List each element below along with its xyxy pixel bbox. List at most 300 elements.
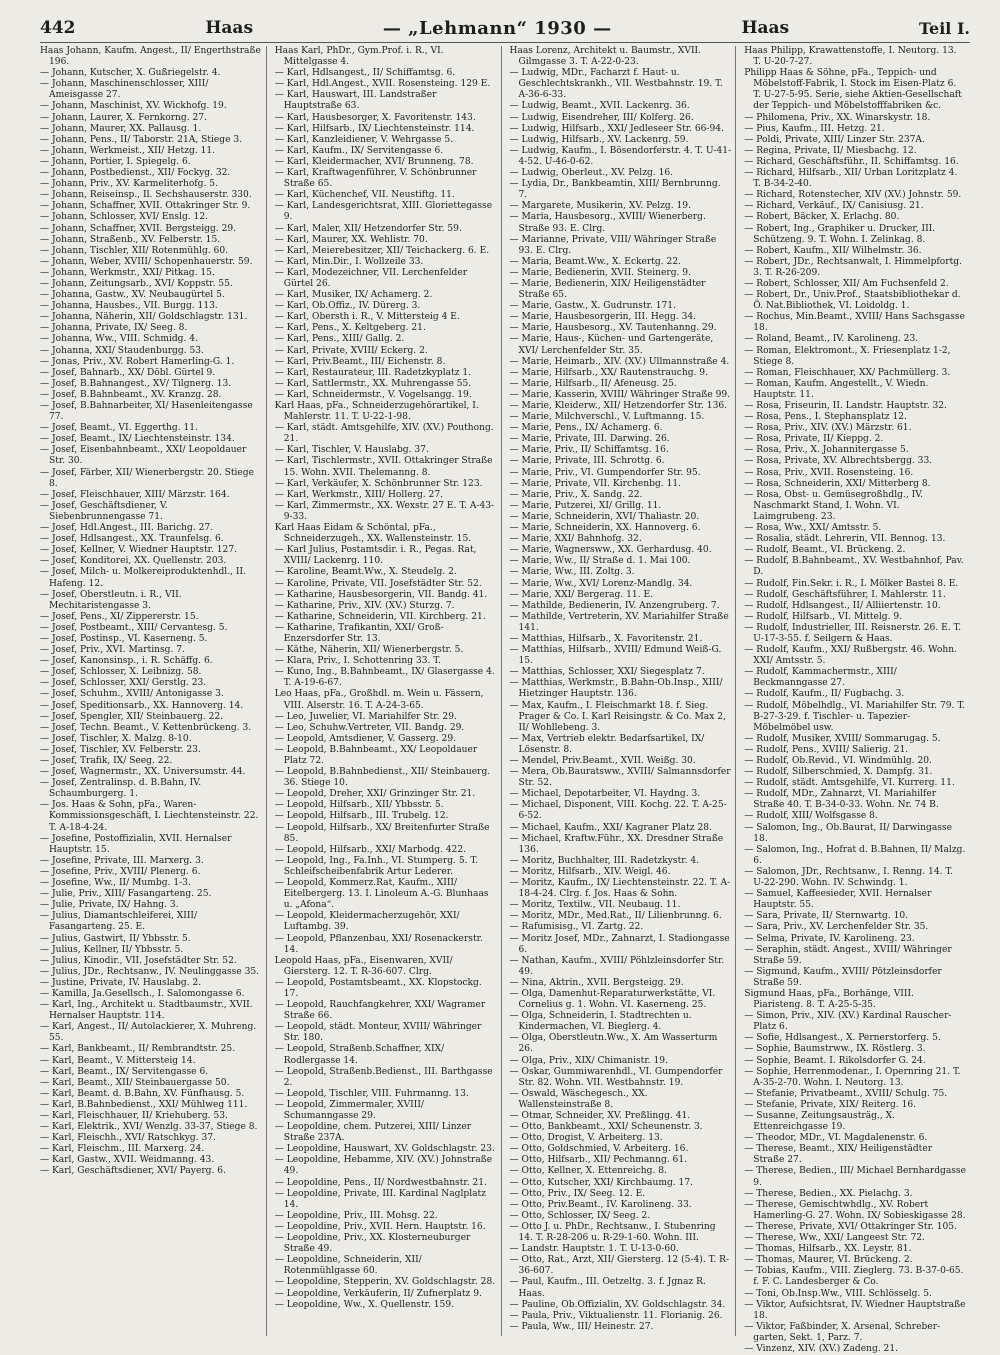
directory-entry: — Sara, Priv., XV. Lerchenfelder Str. 35. xyxy=(744,922,929,933)
directory-entry: — Richard, Rotenstecher, XIV (XV.) Johnstr. 59. xyxy=(744,190,962,201)
directory-entry: — Moritz, MDr., Med.Rat., II/ Lilienbrunng. 6. xyxy=(509,911,722,922)
directory-entry: — Karl, Ing., Architekt u. Stadtbaumstr., XVII. Hernalser Hauptstr. 114. xyxy=(40,1000,253,1022)
directory-entry: — Therese, Bedien., III/ Michael Bernhardgasse 9. xyxy=(744,1166,966,1188)
directory-entry: — Josefine, Private, III. Marxerg. 3. xyxy=(40,855,204,866)
directory-entry: — Moritz Josef, MDr., Zahnarzt, I. Stadiongasse 6. xyxy=(509,933,730,955)
directory-entry: — Leopold, Ing., Fa.Inh., VI. Stumperg. 5. T. Schleifscheibenfabrik Artur Lederer. xyxy=(274,855,479,877)
directory-entry: — Moritz, Textilw., VII. Neubaug. 11. xyxy=(509,900,681,911)
header-title: — „Lehmann“ 1930 — xyxy=(382,17,612,39)
directory-entry: — Ludwig, Oberleut., XV. Pelzg. 16. xyxy=(509,168,674,179)
directory-entry: — Katharine, Priv., XIV. (XV.) Sturzg. 7. xyxy=(274,600,455,611)
directory-entry: — Leopold, Straßenb.Bedienst., III. Barthgasse 2. xyxy=(274,1066,493,1088)
directory-entry: — Johanna, Private, IX/ Seeg. 8. xyxy=(40,323,188,334)
directory-entry: — Marie, Pens., IX/ Achamerg. 6. xyxy=(509,423,663,434)
directory-entry: — Rudolf, Kaufm., XXI/ Rußbergstr. 46. Wohn. XXI/ Amtsstr. 5. xyxy=(744,645,957,667)
directory-entry: — Marie, Priv., II/ Schiffamtsg. 16. xyxy=(509,445,669,456)
directory-entry: — Johann, Schlosser, XVI/ Enslg. 12. xyxy=(40,212,209,223)
directory-entry: — Ludwig, Hilfsarb., XXI/ Jedleseer Str. 66-94. xyxy=(509,123,724,134)
directory-entry: — Leopoldine, Priv., III. Mohsg. 22. xyxy=(274,1210,438,1221)
directory-entry: — Rudolf, MDr., Zahnarzt, VI. Mariahilfer Straße 40. T. B-34-0-33. Wohn. Nr. 74 B. xyxy=(744,789,939,811)
directory-entry: — Rosa, Priv., XIV. (XV.) Märzstr. 61. xyxy=(744,423,912,434)
directory-entry: — Josef, Oberstleutn. i. R., VII. Mechitaristengasse 3. xyxy=(40,589,182,611)
directory-entry: — Karl, Zimmermstr., XX. Wexstr. 27 E. T. A-43-9-33. xyxy=(274,500,495,522)
page-header xyxy=(40,14,970,42)
directory-entry: — Leopold, Dreher, XXI/ Grinzinger Str. 21. xyxy=(274,789,476,800)
directory-entry: Leo Haas, pFa., Großhdl. m. Wein u. Fässern, VIII. Alserstr. 16. T. A-24-3-65. xyxy=(274,689,484,711)
directory-entry: — Roman, Fleischhauer, XX/ Pachmüllerg. 3. xyxy=(744,367,951,378)
directory-entry: — Leopold, B.Bahnbedienst., XII/ Steinbauerg. 36. Stiege 10. xyxy=(274,767,491,789)
directory-entry: — Selma, Private, IV. Karolineng. 23. xyxy=(744,933,915,944)
directory-entry: — Leopold, Postamtsbeamt., XX. Klopstockg. 17. xyxy=(274,977,482,999)
directory-entry: — Marie, Wagnersww., XX. Gerhardusg. 40. xyxy=(509,545,712,556)
directory-entry: — Roman, Kaufm. Angestellt., V. Wiedn. Hauptstr. 11. xyxy=(744,378,929,400)
directory-entry: — Robert, Dr., Univ.Prof., Staatsbibliothekar d. Ö. Nat.Bibliothek, VI. Loidoldg. 1. xyxy=(744,290,961,312)
directory-entry: — Johann, Reiseinsp., Il. Sechshauserstr. 330. xyxy=(40,190,252,201)
directory-entry: — Otto, Hilfsarb., XII/ Pechmanng. 61. xyxy=(509,1155,688,1166)
directory-entry: — Käthe, Näherin, XII/ Wienerbergstr. 5. xyxy=(274,645,464,656)
directory-entry: — Marie, Private, III. Schrottg. 6. xyxy=(509,456,665,467)
directory-entry: — Ludwig, MDr., Facharzt f. Haut- u. Geschlechtskrankh., VII. Westbahnstr. 19. T. A-36-6-33. xyxy=(509,68,723,101)
directory-entry: — Josef, Hdl.Angest., III. Barichg. 27. xyxy=(40,523,214,534)
directory-entry: Karl Haas Eidam & Schöntal, pFa., Schneiderzugeh., XX. Wallensteinstr. 15. xyxy=(274,523,472,545)
directory-entry: — Ludwig, Eisendreher, III/ Kolferg. 26. xyxy=(509,112,694,123)
header-part: Teil I. xyxy=(918,18,970,38)
directory-entry: — Josef, Eisenbahnbeamt., XXI/ Leopoldauer Str. 30. xyxy=(40,445,247,467)
directory-entry: — Moritz, Kaufm., IX/ Liechtensteinstr. 22. T. A-18-4-24. Clrg. f. Jos. Haas & Sohn. xyxy=(509,878,731,900)
directory-entry: — Sofie, Hdlsangest., X. Pernerstorferg. 5. xyxy=(744,1033,941,1044)
directory-entry: — Leopoldine, Priv., XX. Klosterneuburger Straße 49. xyxy=(274,1233,471,1255)
directory-entry: — Leopold, B.Bahnbeamt., XX/ Leopoldauer Platz 72. xyxy=(274,744,478,766)
directory-entry: — Leopold, Hilfsarb., XX/ Breitenfurter Straße 85. xyxy=(274,822,490,844)
directory-entry: — Viktor, Aufsichtsrat, IV. Wiedner Hauptstraße 18. xyxy=(744,1299,966,1321)
directory-entry: — Therese, Beamt., XIX/ Heiligenstädter Straße 27. xyxy=(744,1144,933,1166)
directory-entry: — Marianne, Private, VIII/ Währinger Straße 93. E. Clrg. xyxy=(509,234,717,256)
directory-entry: — Josef, Kanonsinsp., i. R. Schäffg. 6. xyxy=(40,656,213,667)
directory-entry: — Olga, Damenhut-Reparaturwerkstätte, VI. Cornelius g. 1. Wohn. VI. Kaserneng. 25. xyxy=(509,988,716,1011)
directory-entry: — Josef, B.Bahnangest., XV/ Tilgnerg. 13. xyxy=(40,378,232,389)
header-right-name: Haas xyxy=(741,18,790,38)
directory-entry: — Otto, Bankbeamt., XXI/ Scheunenstr. 3. xyxy=(509,1122,703,1133)
directory-entry: — Marie, Priv., VI. Gumpendorfer Str. 95. xyxy=(509,467,701,478)
directory-entry: — Karl, Pens., X. Keltgeberg. 21. xyxy=(274,323,426,334)
directory-entry: — Oswald, Wäschegesch., XX. Wallensteinstraße 8. xyxy=(509,1088,648,1110)
directory-entry: — Rosalia, städt. Lehrerin, VII. Bennog. 13. xyxy=(744,534,946,545)
directory-entry: — Rosa, Obst- u. Gemüsegroßhdlg., IV. Naschmarkt Stand, I. Wohn. VI. Laimgrubeng. 23. xyxy=(744,489,924,522)
directory-entry: — Oskar, Gummiwarenhdl., VI. Gumpendorfer Str. 82. Wohn. VII. Westbahnstr. 19. xyxy=(509,1066,723,1088)
directory-entry: — Josef, Trafik, IX/ Seeg. 22. xyxy=(40,756,173,766)
directory-entry: — Rosa, Priv., XVII. Rosensteing. 16. xyxy=(744,467,914,478)
directory-entry: — Kamilla, Ja.Gesellsch., I. Salomongasse 6. xyxy=(40,988,245,999)
directory-entry: — Karl Julius, Postamtsdir. i. R., Pegas. Rat, XVIII/ Lackenrg. 110. xyxy=(274,545,477,567)
directory-entry: — Karl, Hilfsarb., IX/ Liechtensteinstr. 114. xyxy=(274,123,475,134)
directory-entry: — Josef, B.Bahnbeamt., XV. Kranzg. 28. xyxy=(40,389,222,400)
directory-entry: — Roman, Elektromont., X. Friesenplatz 1-2, Stiege 8. xyxy=(744,345,951,367)
directory-entry: — Marie, Kleiderw., XII/ Hetzendorfer Str. 136. xyxy=(509,401,728,411)
directory-entry: — Susanne, Zeitungsausträg., X. Ettenreichgasse 19. xyxy=(744,1111,895,1133)
directory-entry: — Robert, JDr., Rechtsanwalt, I. Himmelpfortg. 3. T. R-26-209. xyxy=(744,256,962,278)
directory-entry: — Leopold, Hilfsarb., XII/ Ybbsstr. 5. xyxy=(274,800,444,811)
directory-entry: — Karl, Fleischm., III. Marxerg. 24. xyxy=(40,1144,205,1155)
directory-entry: — Karl, Tischlermstr., XVII. Ottakringer Straße 15. Wohn. XVII. Thelemanng. 8. xyxy=(274,456,493,478)
directory-entry: — Karl, Elektrik., XVI/ Wenzlg. 33-37, Stiege 8. xyxy=(40,1122,258,1133)
directory-entry: — Leopoldine, Schneiderin, XII/ Rotenmühlgasse 60. xyxy=(274,1255,422,1277)
directory-entry: — Roland, Beamt., IV. Karolineng. 23. xyxy=(744,334,919,345)
directory-entry: — Maria, Beamt.Ww., X. Eckertg. 22. xyxy=(509,256,681,267)
column-4 xyxy=(744,46,970,1354)
directory-entry: — Otmar, Schneider, XV. Preßlingg. 41. xyxy=(509,1111,691,1121)
directory-entry: — Rudolf, Fin.Sekr. i. R., I. Mölker Bastei 8. E. xyxy=(744,578,959,589)
directory-entry: — Salomon, Ing., Hofrat d. B.Bahnen, II/ Malzg. 6. xyxy=(744,844,966,866)
directory-entry: — Rafumisisg., VI. Zartg. 22. xyxy=(509,922,644,933)
directory-entry: — Rudolf, Pens., XVIII/ Salierig. 21. xyxy=(744,744,909,755)
directory-entry: — Mera, Ob.Bauratsww., XVIII/ Salmannsdorfer Str. 52. xyxy=(509,767,731,789)
directory-entry: — Josef, Techn. Beamt., V. Kettenbrückeng. 3. xyxy=(40,722,252,733)
directory-entry: — Therese, Gemischtwhdlg., XV. Robert Hamerling-G. 27. Wohn. IX/ Sobieskigasse 28. xyxy=(744,1199,966,1221)
directory-entry: — Johann, Postbedienst., XII/ Fockyg. 32. xyxy=(40,168,231,179)
directory-entry: — Leopoldine, Verkäuferin, II/ Zufnerplatz 9. xyxy=(274,1288,482,1299)
directory-entry: — Karl, Verkäufer, X. Schönbrunner Str. 123. xyxy=(274,478,483,489)
directory-entry: — Otto, Schlosser, IX/ Seeg. 2. xyxy=(509,1210,651,1221)
directory-entry: — Klara, Priv., I. Schottenring 33. T. xyxy=(274,656,441,667)
directory-entry: — Marie, Ww., II/ Straße d. 1. Mai 100. xyxy=(509,556,691,567)
directory-entry: — Marie, Kasserin, XVIII/ Währinger Straße 99. xyxy=(509,389,731,400)
directory-entry: — Marie, Heimarb., XIV. (XV.) Ullmannstraße 4. xyxy=(509,356,730,367)
directory-entry: — Stefanie, Private, XIX/ Reiterg. 16. xyxy=(744,1099,917,1110)
directory-entry: — Johann, Maschinist, XV. Wickhofg. 19. xyxy=(40,101,227,112)
directory-entry: — Salomon, Ing., Ob.Baurat, II/ Darwingasse 18. xyxy=(744,822,952,844)
directory-entry: — Johann, Weber, XVIII/ Schopenhauerstr. 59. xyxy=(40,256,253,267)
directory-entry: — Karl, B.Bahnbedienst., XXI/ Mühlweg 111. xyxy=(40,1099,248,1110)
directory-entry: — Simon, Priv., XIV. (XV.) Kardinal Rauscher-Platz 6. xyxy=(744,1011,952,1033)
directory-entry: — Karl, Meierebesitzer, XII/ Teichackerg. 6. E. xyxy=(274,245,490,256)
directory-entry: — Marie, Schneiderin, XVI/ Thaliastr. 20. xyxy=(509,511,700,522)
directory-entry: — Josef, Beamt., VI. Eggerthg. 11. xyxy=(40,423,198,434)
directory-entry: — Karl, Gastw., XVII. Weidmanng. 43. xyxy=(40,1155,215,1166)
directory-entry: — Nathan, Kaufm., XVIII/ Pöhlzleinsdorfer Str. 49. xyxy=(509,955,725,977)
directory-entry: — Philomena, Priv., XX. Winarskystr. 18. xyxy=(744,112,931,123)
directory-entry: — Otto, Kellner, X. Ettenreichg. 8. xyxy=(509,1166,667,1177)
page-number: 442 xyxy=(40,18,76,38)
directory-entry: — Karl, Bankbeamt., II/ Rembrandtstr. 25. xyxy=(40,1044,236,1055)
directory-entry: — Leopold, Tischler, VIII. Fuhrmanng. 13. xyxy=(274,1088,469,1099)
directory-entry: — Rudolf, Kaufm., II/ Fugbachg. 3. xyxy=(744,689,905,700)
directory-entry: — Josef, Hdlsangest., XX. Traunfelsg. 6. xyxy=(40,534,224,545)
directory-entry: — Leopoldine, Ww., X. Quellenstr. 159. xyxy=(274,1299,455,1310)
directory-entry: — Paula, Priv., Viktualienstr. 11. Florianig. 26. xyxy=(509,1310,723,1321)
directory-entry: — Josef, Färber, XII/ Wienerbergstr. 20. Stiege 8. xyxy=(40,467,254,489)
directory-entry: — Leopoldine, Stepperin, XV. Goldschlagstr. 28. xyxy=(274,1277,496,1288)
directory-entry: — Jonas, Priv., XV. Robert Hamerling-G. 1. xyxy=(40,356,235,367)
directory-entry: — Karl, Fleischh., XVI/ Ratschkyg. 37. xyxy=(40,1133,216,1144)
directory-entry: — Robert, Kaufm., XII/ Wilhelmstr. 36. xyxy=(744,245,922,256)
directory-entry: — Richard, Verkäuf., IX/ Canisiusg. 21. xyxy=(744,201,924,212)
header-rule xyxy=(40,42,970,43)
directory-entry: — Richard, Geschäftsführ., II. Schiffamtsg. 16. xyxy=(744,156,959,167)
directory-entry: — Johann, Werkmstr., XXI/ Pitkag. 15. xyxy=(40,267,215,278)
directory-entry: — Josef, B.Bahnarbeiter, XI/ Hasenleitengasse 77. xyxy=(40,401,253,423)
directory-entry: — Rosa, Friseurin, II. Landstr. Hauptstr. 32. xyxy=(744,401,947,411)
directory-entry: — Leopold, Pflanzenbau, XXI/ Rosenackerstr. 14. xyxy=(274,933,483,955)
directory-entry: — Karl, Modezeichner, VII. Lerchenfelder Gürtel 26. xyxy=(274,267,468,289)
directory-entry: — Johanna, XXI/ Staudenburgg. 53. xyxy=(40,345,204,356)
directory-entry: — Josef, Schlosser, XXI/ Gerstlg. 23. xyxy=(40,678,207,689)
directory-entry: — Karl, Musiker, IX/ Achamerg. 2. xyxy=(274,290,433,301)
directory-entry: — Johanna, Näherin, XII/ Goldschlagstr. 131. xyxy=(40,312,248,323)
directory-entry: — Olga, Oberstleutn.Ww., X. Am Wasserturm 26. xyxy=(509,1033,718,1055)
directory-entry: — Ludwig, Kaufm., I. Bösendorferstr. 4. T. U-41-4-52. U-46-0-62. xyxy=(509,145,732,167)
directory-entry: — Rosa, Pens., I. Stephansplatz 12. xyxy=(744,412,907,423)
directory-entry: — Otto, Goldschmied, V. Arbeiterg. 16. xyxy=(509,1144,689,1155)
directory-entry: — Marie, Gastw., X. Gudrunstr. 171. xyxy=(509,301,676,312)
directory-entry: — Leo, Schuhw.Vertreter, VII. Bandg. 29. xyxy=(274,722,465,733)
directory-entry: — Otto, Kutscher, XXI/ Kirchbaumg. 17. xyxy=(509,1177,694,1188)
directory-entry: — Rosa, Schneiderin, XXI/ Mitterberg 8. xyxy=(744,478,931,489)
directory-entry: — Julie, Private, IX/ Hahng. 3. xyxy=(40,900,179,911)
directory-entry: — Karl, Küchenchef, VII. Neustiftg. 11. xyxy=(274,190,455,201)
directory-entry: — Karl, Beamt. d. B.Bahn, XV. Fünfhausg. 5. xyxy=(40,1088,245,1099)
directory-entry: — Julius, Kinodir., VII. Josefstädter Str. 52. xyxy=(40,955,237,966)
directory-entry: — Marie, XXI/ Bahnhofg. 32. xyxy=(509,534,642,545)
directory-entry: — Rudolf, Industrieller, III. Reisnerstr. 26. E. T. U-17-3-55. f. Seilgern & Haas. xyxy=(744,622,962,644)
directory-entry: — Leopoldine, Priv., XVII. Hern. Hauptstr. 16. xyxy=(274,1221,486,1232)
directory-entry: — Marie, Bedienerin, XVII. Steinerg. 9. xyxy=(509,267,691,278)
directory-entry: — Otto, Drogist, V. Arbeiterg. 13. xyxy=(509,1133,663,1144)
directory-entry: — Rudolf, städt. Amtsgehilfe, VI. Kurrerg. 11. xyxy=(744,778,955,789)
directory-entry: — Josef, Fleischhauer, XIII/ Märzstr. 164. xyxy=(40,489,230,500)
column-2 xyxy=(275,46,502,1336)
directory-entry: — Max, Vertrieb elektr. Bedarfsartikel, IX/ Lösenstr. 8. xyxy=(509,733,705,755)
directory-entry: — Josef, Geschäftsdiener, V. Siebenbrunnengasse 71. xyxy=(40,500,168,522)
directory-entry: — Rudolf, Musiker, XVIII/ Sommarugag. 5. xyxy=(744,733,941,744)
directory-entry: — Leopold, Kleidermacherzugehör, XXI/ Luftambg. 39. xyxy=(274,911,460,933)
directory-entry: — Karl, Min.Dir., I. Wollzeile 33. xyxy=(274,256,424,267)
directory-entry: — Toni, Ob.Insp.Ww., VIII. Schlösselg. 5. xyxy=(744,1288,932,1299)
directory-entry: Haas Karl, PhDr., Gym.Prof. i. R., VI. Mittelgasse 4. xyxy=(274,46,444,68)
directory-entry: — Therese, Ww., XXI/ Langeest Str. 72. xyxy=(744,1233,925,1244)
directory-entry: — Karl, Maler, XII/ Hetzendorfer Str. 59. xyxy=(274,223,462,234)
directory-entry: — Karoline, Beamt.Ww., X. Steudelg. 2. xyxy=(274,567,457,578)
directory-entry: — Pius, Kaufm., III. Hetzg. 21. xyxy=(744,123,885,134)
directory-entry: — Marie, Ww., III. Zoltg. 3. xyxy=(509,567,635,578)
directory-entry: — Salomon, JDr., Rechtsanw., I. Renng. 14. T. U-22-290. Wohn. IV. Schwindg. 1. xyxy=(744,866,954,889)
directory-entry: — Otto, Rat., Arzt, XII/ Giersterg. 12 (5-4). T. R-36-607. xyxy=(509,1255,730,1277)
directory-entry: — Karl, Private, XVIII/ Eckerg. 2. xyxy=(274,345,428,356)
directory-entry: — Marie, Hilfsarb., XX/ Rautenstrauchg. 9. xyxy=(509,367,708,378)
directory-entry: — Robert, Schlosser, XII/ Am Fuchsenfeld 2. xyxy=(744,278,949,289)
directory-entry: — Leopold, Hilfsarb., III. Trubelg. 12. xyxy=(274,811,449,822)
directory-entry: Philipp Haas & Söhne, pFa., Teppich- und Möbelstoff-Fabrik, I. Stock im Eisen-Platz 6. T. U-27-5-95. Serie, siehe Aktien-Gesellschaft der Teppich- und Möbelstofffabriken &c. xyxy=(744,68,962,112)
directory-entry: — Karl, Hdl.Angest., XVII. Rosensteing. 129 E. xyxy=(274,79,491,90)
directory-entry: — Marie, Private, VII. Kirchenbg. 11. xyxy=(509,478,682,489)
directory-entry: — Landstr. Hauptstr. 1. T. U-13-0-60. xyxy=(509,1244,679,1255)
directory-entry: — Nina, Aktrin., XVII. Bergsteigg. 29. xyxy=(509,977,684,988)
directory-entry: — Leopoldine, chem. Putzerei, XIII/ Linzer Straße 237A. xyxy=(274,1122,472,1144)
directory-entry: — Leopold, Zimmermaler, XVIII/ Schumanngasse 29. xyxy=(274,1099,424,1121)
directory-entry: — Richard, Hilfsarb., XII/ Urban Loritzplatz 4. T. B-34-2-40. xyxy=(744,168,958,190)
directory-entry: — Marie, Private, III. Darwing. 26. xyxy=(509,434,670,445)
directory-entry: — Josef, Tischler, XV. Felberstr. 23. xyxy=(40,744,201,755)
directory-entry: — Marie, Milchverschl., V. Luftmanng. 15. xyxy=(509,412,705,423)
directory-entry: — Marie, Priv., X. Sandg. 22. xyxy=(509,489,643,500)
directory-entry: — Karl, Ob.Offiz., IV. Dürerg. 3. xyxy=(274,301,421,312)
directory-entry: — Sara, Private, II/ Sternwartg. 10. xyxy=(744,911,909,922)
directory-entry: — Otto, Priv., IX/ Seeg. 12. E. xyxy=(509,1188,646,1199)
directory-entry: — Mathilde, Bedienerin, IV. Anzengruberg. 7. xyxy=(509,600,720,611)
directory-entry: — Karl, Sattlermstr., XX. Muhrengasse 55. xyxy=(274,378,472,389)
directory-entry: — Karl, Obersth i. R., V. Mittersteig 4 E. xyxy=(274,312,460,323)
directory-entry: — Ludwig, Beamt., XVII. Lackenrg. 36. xyxy=(509,101,690,112)
directory-entry: Haas Lorenz, Architekt u. Baumstr., XVII. Gilmgasse 3. T. A-22-0-23. xyxy=(509,46,702,68)
directory-entry: — Stefanie, Privatbeamt., XVIII/ Schulg. 75. xyxy=(744,1088,948,1099)
directory-entry: — Otto J. u. PhDr., Rechtsanw., I. Stubenring 14. T. R-28-206 u. R-29-1-60. Wohn. III. xyxy=(509,1221,716,1244)
directory-entry: — Vinzenz, XIV. (XV.) Zadeng. 21. xyxy=(744,1343,899,1354)
directory-entry: — Max, Kaufm., I. Fleischmarkt 18. f. Sieg. Prager & Co. I. Karl Reisingstr. & Co. Max 2, II/ Wohllebeng. 3. xyxy=(509,700,726,733)
directory-entry: — Rosa, Private, XV. Albrechtsbergg. 33. xyxy=(744,456,933,467)
directory-entry: — Karl, Beamt., V. Mittersteig 14. xyxy=(40,1055,196,1066)
directory-entry: — Sophie, Beamt. I. Rikolsdorfer G. 24. xyxy=(744,1055,926,1066)
directory-entry: — Paula, Ww., III/ Heinestr. 27. xyxy=(509,1321,654,1332)
directory-entry: — Johann, Maurer, XX. Pallausg. 1. xyxy=(40,123,202,134)
directory-entry: — Leopoldine, Hebamme, XIV. (XV.) Johnstraße 49. xyxy=(274,1155,493,1177)
directory-entry: — Rudolf, Silberschmied, X. Dampfg. 31. xyxy=(744,767,933,778)
directory-entry: — Jos. Haas & Sohn, pFa., Waren-Kommissionsgeschäft, I. Liechtensteinstr. 22. T. A-18-4-24. xyxy=(40,800,259,833)
header-left-name: Haas xyxy=(205,18,254,38)
directory-entry: — Karl, Geschäftsdiener, XVI/ Payerg. 6. xyxy=(40,1166,226,1177)
directory-entry: — Johann, Maschinenschlosser, XIII/ Ameisgasse 27. xyxy=(40,79,209,101)
directory-entry: — Robert, Bäcker, X. Erlachg. 80. xyxy=(744,212,900,223)
directory-entry: — Karl, Werkmstr., XIII/ Hollerg. 27. xyxy=(274,489,444,500)
directory-entry: — Josef, Wagnermstr., XX. Universumstr. 44. xyxy=(40,767,246,778)
directory-entry: — Rudolf, Möbelhdlg., VI. Mariahilfer Str. 79. T. B-27-3-29. f. Tischler- u. Tapezier-Möbelmöbel usw. xyxy=(744,700,965,733)
directory-entry: — Josef, Schuhm., XVIII/ Antonigasse 3. xyxy=(40,689,224,700)
directory-entry: — Justine, Private, IV. Hauslabg. 2. xyxy=(40,977,202,988)
directory-entry: Haas Johann, Kaufm. Angest., II/ Engerthstraße 196. xyxy=(40,46,261,68)
directory-entry: — Josef, Priv., XVI. Martinsg. 7. xyxy=(40,645,185,656)
directory-entry: — Michael, Depotarbeiter, VI. Haydng. 3. xyxy=(509,789,701,800)
directory-entry: — Rosa, Private, II/ Kieppg. 2. xyxy=(744,434,884,445)
directory-entry: — Olga, Priv., XIX/ Chimanistr. 19. xyxy=(509,1055,668,1066)
directory-entry: — Josef, Schlosser, X. Leibnizg. 58. xyxy=(40,667,202,678)
directory-entry: — Therese, Private, XVI/ Ottakringer Str. 105. xyxy=(744,1221,957,1232)
directory-entry: — Katharine, Trafikantin, XXI/ Groß-Enzersdorfer Str. 13. xyxy=(274,622,444,644)
directory-entry: — Johann, Straßenb., XV. Felberstr. 15. xyxy=(40,234,221,245)
directory-entry: — Rudolf, B.Bahnbeamt., XV. Westbahnhof, Pav. D. xyxy=(744,556,964,578)
directory-entry: — Poldi, Private, XIII/ Linzer Str. 237A. xyxy=(744,134,925,145)
directory-entry: — Michael, Kaufm., XXI/ Kagraner Platz 28. xyxy=(509,822,712,833)
directory-entry: — Josef, Milch- u. Molkereiproduktenhdl., II. Hafeng. 12. xyxy=(40,567,246,589)
directory-entry: — Josef, Postinsp., VI. Kaserneng. 5. xyxy=(40,633,208,644)
directory-entry: — Olga, Schneiderin, I. Stadtrechten u. Kindermachen, VI. Bieglerg. 4. xyxy=(509,1011,692,1033)
directory-entry: — Josef, Zentralinsp. d. B.Bahn, IV. Schaumburgerg. 1. xyxy=(40,778,202,800)
directory-entry: — Leopold, Kommerz.Rat, Kaufm., XIII/ Eitelbergerg. 13. I. Linoleum A.-G. Blunhaas u. „Afona“. xyxy=(274,878,489,911)
directory-entry: — Thomas, Hilfsarb., XX. Leystr. 81. xyxy=(744,1244,912,1255)
directory-entry: — Sophie, Baumstrww., IX. Röstlerg. 3. xyxy=(744,1044,926,1055)
directory-entry: — Karl, Kraftwagenführer, V. Schönbrunner Straße 65. xyxy=(274,168,477,190)
directory-entry: — Julius, Kellner, II/ Ybbsstr. 5. xyxy=(40,944,184,955)
directory-entry: — Rudolf, Geschäftsführer, I. Mahlerstr. 11. xyxy=(744,589,946,600)
directory-entry: — Karl, Schneidermstr., V. Vogelsangg. 19. xyxy=(274,389,472,400)
directory-entry: — Marie, Putzerei, XI/ Grillg. 11. xyxy=(509,500,662,511)
directory-entry: — Josef, Pens., XI/ Zippererstr. 15. xyxy=(40,611,199,622)
directory-entry: — Leo, Juwelier, VI. Mariahilfer Str. 29. xyxy=(274,711,457,722)
directory-entry: — Julius, Diamantschleiferei, XIII/ Fasangarteng. 25. E. xyxy=(40,911,198,933)
directory-entry: — Josefine, Postoffizialin, XVII. Hernalser Hauptstr. 15. xyxy=(40,833,232,855)
directory-entry: — Rochus, Min.Beamt., XVIII/ Hans Sachsgasse 18. xyxy=(744,312,965,334)
directory-entry: — Karoline, Private, VII. Josefstädter Str. 52. xyxy=(274,578,482,589)
directory-entry: — Josefine, Priv., XVIII/ Plenerg. 6. xyxy=(40,866,201,877)
directory-entry: — Seraphin, städt. Angest., XVIII/ Währinger Straße 59. xyxy=(744,944,952,966)
directory-entry: — Therese, Bedien., XX. Pielachg. 3. xyxy=(744,1188,913,1199)
directory-entry: — Karl, Tischler, V. Hauslabg. 37. xyxy=(274,445,429,456)
directory-entry: — Karl, Hausbesorger, X. Favoritenstr. 143. xyxy=(274,112,476,123)
directory-entry: — Katharine, Schneiderin, VII. Kirchberg. 21. xyxy=(274,611,486,622)
directory-entry: — Matthias, Werkmstr., B.Bahn-Ob.Insp., XIII/ Hietzinger Hauptstr. 136. xyxy=(509,678,723,700)
directory-entry: — Josef, Beamt., IX/ Liechtensteinstr. 134. xyxy=(40,434,235,445)
directory-entry: — Sigmund, Kaufm., XVIII/ Pötzleinsdorfer Straße 59. xyxy=(744,966,942,988)
directory-entry: — Rudolf, Beamt., VI. Brückeng. 2. xyxy=(744,545,906,556)
directory-entry: — Regina, Private, II/ Miesbachg. 12. xyxy=(744,145,917,156)
directory-entry: — Josef, Tischler, X. Malzg. 8-10. xyxy=(40,733,192,744)
directory-entry: Sigmund Haas, pFa., Borhänge, VIII. Piaristeng. 8. T. A-25-5-35. xyxy=(744,988,914,1011)
directory-entry: — Rudolf, XIII/ Wolfsgasse 8. xyxy=(744,811,878,822)
directory-entry: — Tobias, Kaufm., VIII. Zieglerg. 73. B-37-0-65. f. F. C. Landesberger & Co. xyxy=(744,1266,964,1288)
directory-entry: — Johann, Laurer, X. Fernkorng. 27. xyxy=(40,112,207,123)
directory-entry: — Julius, JDr., Rechtsanw., IV. Neulinggasse 35. xyxy=(40,966,260,977)
directory-entry: — Marie, Hausbesorgerin, III. Hegg. 34. xyxy=(509,312,697,323)
directory-entry: — Karl, Kleidermacher, XVI/ Brunneng. 78. xyxy=(274,156,474,167)
directory-entry: — Ludwig, Hilfsarb., XV. Lackenrg. 59. xyxy=(509,134,689,145)
directory-entry: — Johann, Tischler, XII/ Rotenmühlg. 60. xyxy=(40,245,229,256)
directory-entry: — Karl, Maurer, XX. Wehlistr. 70. xyxy=(274,234,428,245)
directory-entry: — Katharine, Hausbesorgerin, VII. Bandg. 41. xyxy=(274,589,488,600)
directory-entry: — Josefine, Ww., II/ Mumbg. 1-3. xyxy=(40,878,191,889)
directory-entry: — Marie, Schneiderin, XX. Hannoverg. 6. xyxy=(509,523,701,534)
directory-entry: — Leopold, Rauchfangkehrer, XXI/ Wagramer Straße 66. xyxy=(274,1000,486,1022)
directory-entry: — Margarete, Musikerin, XV. Pelzg. 19. xyxy=(509,201,691,212)
directory-entry: — Johann, Kutscher, X. Gußriegelstr. 4. xyxy=(40,68,221,79)
directory-entry: — Karl, Kaufm., IX/ Servitengasse 6. xyxy=(274,145,444,156)
directory-columns xyxy=(40,46,970,1354)
directory-entry: — Julie, Priv., XIII/ Fasangarteng. 25. xyxy=(40,889,212,900)
directory-entry: — Julius, Gastwirt, II/ Ybbsstr. 5. xyxy=(40,933,191,944)
directory-entry: — Samuel, Kaffeesieder, XVII. Hernalser Hauptstr. 55. xyxy=(744,889,932,911)
directory-entry: Leopold Haas, pFa., Eisenwaren, XVII/ Giersterg. 12. T. R-36-607. Clrg. xyxy=(274,955,453,977)
directory-entry: — Maria, Hausbesorg., XVIII/ Wienerberg. Straße 93. E. Clrg. xyxy=(509,212,706,234)
directory-entry: — Karl, Restaurateur, III. Radetzkyplatz 1. xyxy=(274,367,472,378)
directory-entry: — Karl, Angest., II/ Autolackierer, X. Muhreng. 55. xyxy=(40,1022,257,1044)
directory-entry: — Johann, Werkmeist., XII/ Hetzg. 11. xyxy=(40,145,216,156)
directory-entry: — Johann, Schaffner, XVII. Ottakringer Str. 9. xyxy=(40,201,251,212)
directory-entry: — Marie, Hilfsarb., II/ Afeneusg. 25. xyxy=(509,378,677,389)
directory-entry: — Marie, XXI/ Bergerag. 11. E. xyxy=(509,589,653,600)
directory-entry: — Karl, Fleischhauer, II/ Kriehuberg. 53. xyxy=(40,1111,228,1121)
directory-entry: — Josef, Bahnarb., XX/ Döbl. Gürtel 9. xyxy=(40,367,216,378)
directory-entry: — Karl, Beamt., IX/ Servitengasse 6. xyxy=(40,1066,209,1077)
directory-entry: — Leopoldine, Hauswart, XV. Goldschlagstr. 23. xyxy=(274,1144,495,1155)
directory-entry: — Marie, Bedienerin, XIX/ Heiligenstädter Straße 65. xyxy=(509,278,706,301)
directory-entry: — Karl, Kanzleidiener, V. Wehrgasse 5. xyxy=(274,134,453,145)
directory-entry: — Michael, Disponent, VIII. Kochg. 22. T. A-25-6-52. xyxy=(509,800,727,822)
directory-entry: — Kuno, Ing., B.Bahnbeamt., IX/ Glasergasse 4. T. A-19-6-67. xyxy=(274,667,495,689)
directory-entry: — Matthias, Hilfsarb., X. Favoritenstr. 21. xyxy=(509,633,703,644)
directory-entry: — Mendel, Priv.Beamt., XVII. Weißg. 30. xyxy=(509,756,696,766)
directory-entry: — Matthias, Schlosser, XXI/ Siegesplatz 7. xyxy=(509,667,705,678)
directory-entry: — Marie, Haus-, Küchen- und Gartengeräte, XVI/ Lerchenfelder Str. 35. xyxy=(509,334,714,356)
directory-entry: — Johanna, Hausbes., VII. Burgg. 113. xyxy=(40,301,218,312)
directory-entry: — Leopold, Hilfsarb., XXI/ Marbodg. 422. xyxy=(274,844,467,855)
directory-entry: — Leopoldine, Private, III. Kardinal Naglplatz 14. xyxy=(274,1188,486,1210)
directory-entry: — Michael, Kraftw.Führ., XX. Dresdner Straße 136. xyxy=(509,833,724,855)
